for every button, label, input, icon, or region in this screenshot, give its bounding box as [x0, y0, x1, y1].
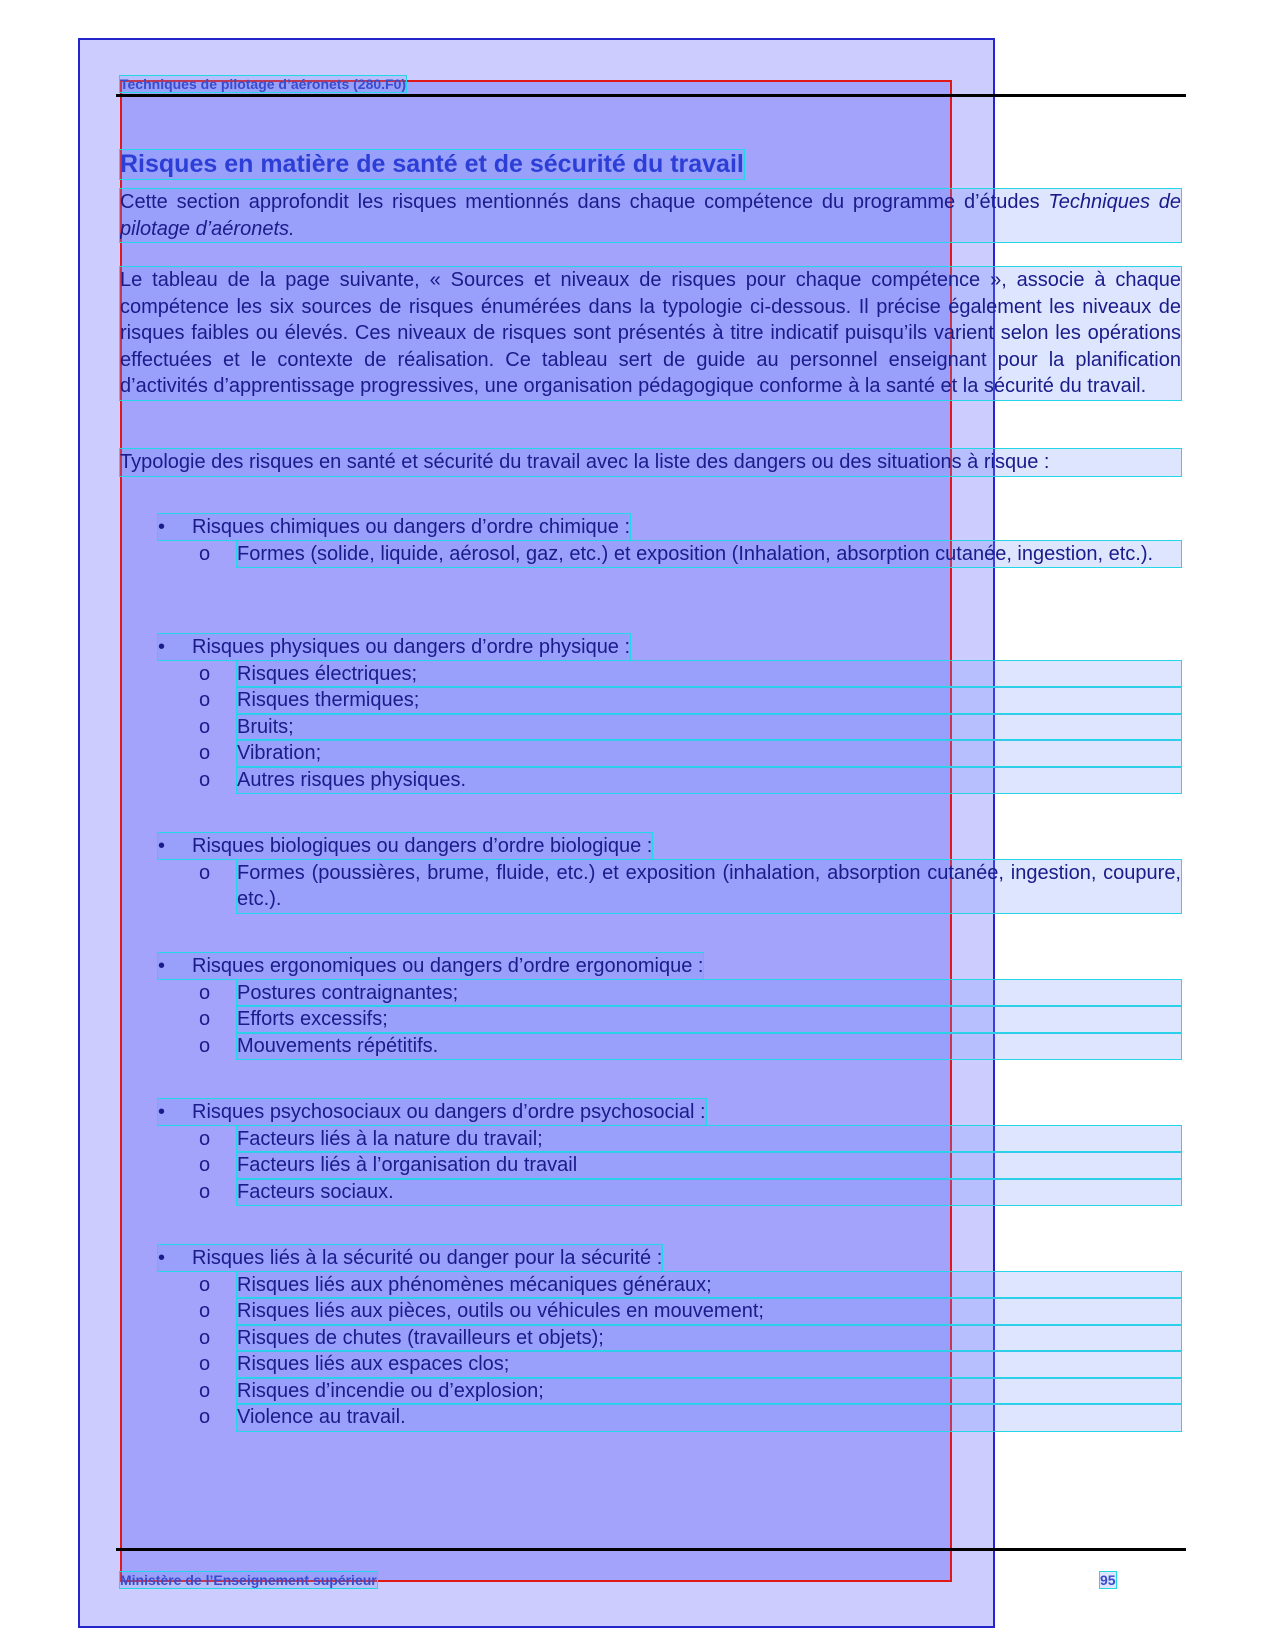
- sub-bullet-marker: o: [199, 1353, 211, 1375]
- risk-category: [158, 953, 703, 979]
- risk-category-label: Risques ergonomiques ou dangers d’ordre ergonomique :: [192, 955, 704, 977]
- risk-item-text: Vibration;: [237, 740, 1181, 767]
- risk-category: [158, 514, 630, 540]
- risk-category-label: Risques chimiques ou dangers d’ordre chimique :: [192, 516, 631, 538]
- bullet-marker: •: [158, 516, 166, 538]
- risk-item-text: Formes (solide, liquide, aérosol, gaz, etc.) et exposition (Inhalation, absorption cutanée, ingestion, etc.).: [237, 541, 1181, 568]
- risk-item: [199, 541, 1181, 568]
- risk-item: [199, 1351, 1181, 1378]
- sub-bullet-marker: o: [199, 861, 211, 884]
- sub-bullet-marker: o: [199, 981, 211, 1004]
- sub-bullet-marker: o: [199, 1180, 211, 1203]
- risk-item: [199, 1378, 1181, 1405]
- risk-item-text: Efforts excessifs;: [237, 1006, 1181, 1033]
- risk-item-text: Facteurs liés à la nature du travail;: [237, 1126, 1181, 1153]
- risk-category: [158, 634, 630, 660]
- risk-item-text: Facteurs liés à l’organisation du travail: [237, 1152, 1181, 1179]
- intro-paragraph-2: Le tableau de la page suivante, « Sources et niveaux de risques pour chaque compétence », associe à chaque compétence les six sources de risques énumérées dans la typologie ci-dessous. Il précise également les niveaux de risques faibles ou élevés. Ces niveaux de risques sont présentés à titre indicatif puisqu’ils varient selon les opérations effectuées et le contexte de réalisation. Ce tableau sert de guide au personnel enseignant pour la planification d’activités d’apprentissage progressives, une organisation pédagogique conforme à la santé et la sécurité du travail.: [120, 267, 1181, 400]
- risk-item: [199, 767, 1181, 794]
- risk-item: [199, 661, 1181, 688]
- risk-item: [199, 687, 1181, 714]
- risk-item: [199, 1152, 1181, 1179]
- risk-item: [199, 860, 1181, 913]
- risk-item-text: Risques électriques;: [237, 661, 1181, 688]
- risk-category-label: Risques liés à la sécurité ou danger pour la sécurité :: [192, 1247, 663, 1269]
- sub-bullet-marker: o: [199, 1273, 211, 1296]
- bullet-marker: •: [158, 1101, 166, 1123]
- header-rule: [116, 94, 1186, 97]
- risk-item: [199, 1126, 1181, 1153]
- sub-bullet-marker: o: [199, 1300, 211, 1322]
- bullet-marker: •: [158, 636, 166, 658]
- risk-item-text: Violence au travail.: [237, 1404, 1181, 1431]
- sub-bullet-marker: o: [199, 768, 211, 791]
- sub-bullet-marker: o: [199, 1034, 211, 1057]
- risk-category-label: Risques physiques ou dangers d’ordre physique :: [192, 636, 631, 658]
- risk-item-text: Risques d’incendie ou d’explosion;: [237, 1378, 1181, 1405]
- sub-bullet-marker: o: [199, 1154, 211, 1176]
- risk-item-text: Mouvements répétitifs.: [237, 1033, 1181, 1060]
- sub-bullet-marker: o: [199, 1379, 211, 1402]
- risk-item: [199, 1006, 1181, 1033]
- risk-item-text: Formes (poussières, brume, fluide, etc.) et exposition (inhalation, absorption cutanée, ingestion, coupure, etc.).: [237, 860, 1181, 913]
- risk-item: [199, 1033, 1181, 1060]
- risk-item-text: Risques thermiques;: [237, 687, 1181, 714]
- risk-item-text: Risques de chutes (travailleurs et objets);: [237, 1325, 1181, 1352]
- risk-category: [158, 1099, 706, 1125]
- risk-item-text: Risques liés aux phénomènes mécaniques généraux;: [237, 1272, 1181, 1299]
- risk-item: [199, 980, 1181, 1007]
- risk-item: [199, 1179, 1181, 1206]
- risk-item-text: Risques liés aux pièces, outils ou véhicules en mouvement;: [237, 1298, 1181, 1325]
- sub-bullet-marker: o: [199, 1127, 211, 1150]
- risk-item-text: Autres risques physiques.: [237, 767, 1181, 794]
- risk-category-label: Risques biologiques ou dangers d’ordre biologique :: [192, 835, 653, 857]
- sub-bullet-marker: o: [199, 1406, 211, 1428]
- intro-paragraph-3: Typologie des risques en santé et sécurité du travail avec la liste des dangers ou des situations à risque :: [120, 449, 1181, 476]
- risk-item-text: Facteurs sociaux.: [237, 1179, 1181, 1206]
- footer-ministry: Ministère de l’Enseignement supérieur: [120, 1572, 377, 1588]
- sub-bullet-marker: o: [199, 742, 211, 764]
- program-name: Techniques de pilotage d’aéronets.: [120, 191, 1182, 240]
- risk-item: [199, 1325, 1181, 1352]
- bullet-marker: •: [158, 1247, 166, 1269]
- intro-paragraph-1-lead: Cette section approfondit les risques mentionnés dans chaque compétence du programme d’études: [120, 191, 1040, 213]
- risk-item-text: Postures contraignantes;: [237, 980, 1181, 1007]
- sub-bullet-marker: o: [199, 1008, 211, 1030]
- risk-item: [199, 1404, 1181, 1431]
- page-number: 95: [1100, 1572, 1116, 1588]
- risk-item-text: Risques liés aux espaces clos;: [237, 1351, 1181, 1378]
- sub-bullet-marker: o: [199, 689, 211, 711]
- sub-bullet-marker: o: [199, 542, 211, 565]
- risk-item: [199, 1272, 1181, 1299]
- risk-item: [199, 714, 1181, 741]
- intro-paragraph-1: [120, 189, 1181, 242]
- sub-bullet-marker: o: [199, 662, 211, 685]
- risk-category: [158, 833, 652, 859]
- risk-category: [158, 1245, 662, 1271]
- risk-item-text: Bruits;: [237, 714, 1181, 741]
- risk-item: [199, 1298, 1181, 1325]
- risk-category-label: Risques psychosociaux ou dangers d’ordre psychosocial :: [192, 1101, 706, 1123]
- bullet-marker: •: [158, 955, 166, 977]
- sub-bullet-marker: o: [199, 1326, 211, 1349]
- running-header: Techniques de pilotage d’aéronets (280.F0): [120, 76, 407, 92]
- bullet-marker: •: [158, 835, 166, 857]
- risk-item: [199, 740, 1181, 767]
- footer-rule: [116, 1548, 1186, 1551]
- sub-bullet-marker: o: [199, 715, 211, 738]
- page-title: Risques en matière de santé et de sécurité du travail: [120, 150, 744, 178]
